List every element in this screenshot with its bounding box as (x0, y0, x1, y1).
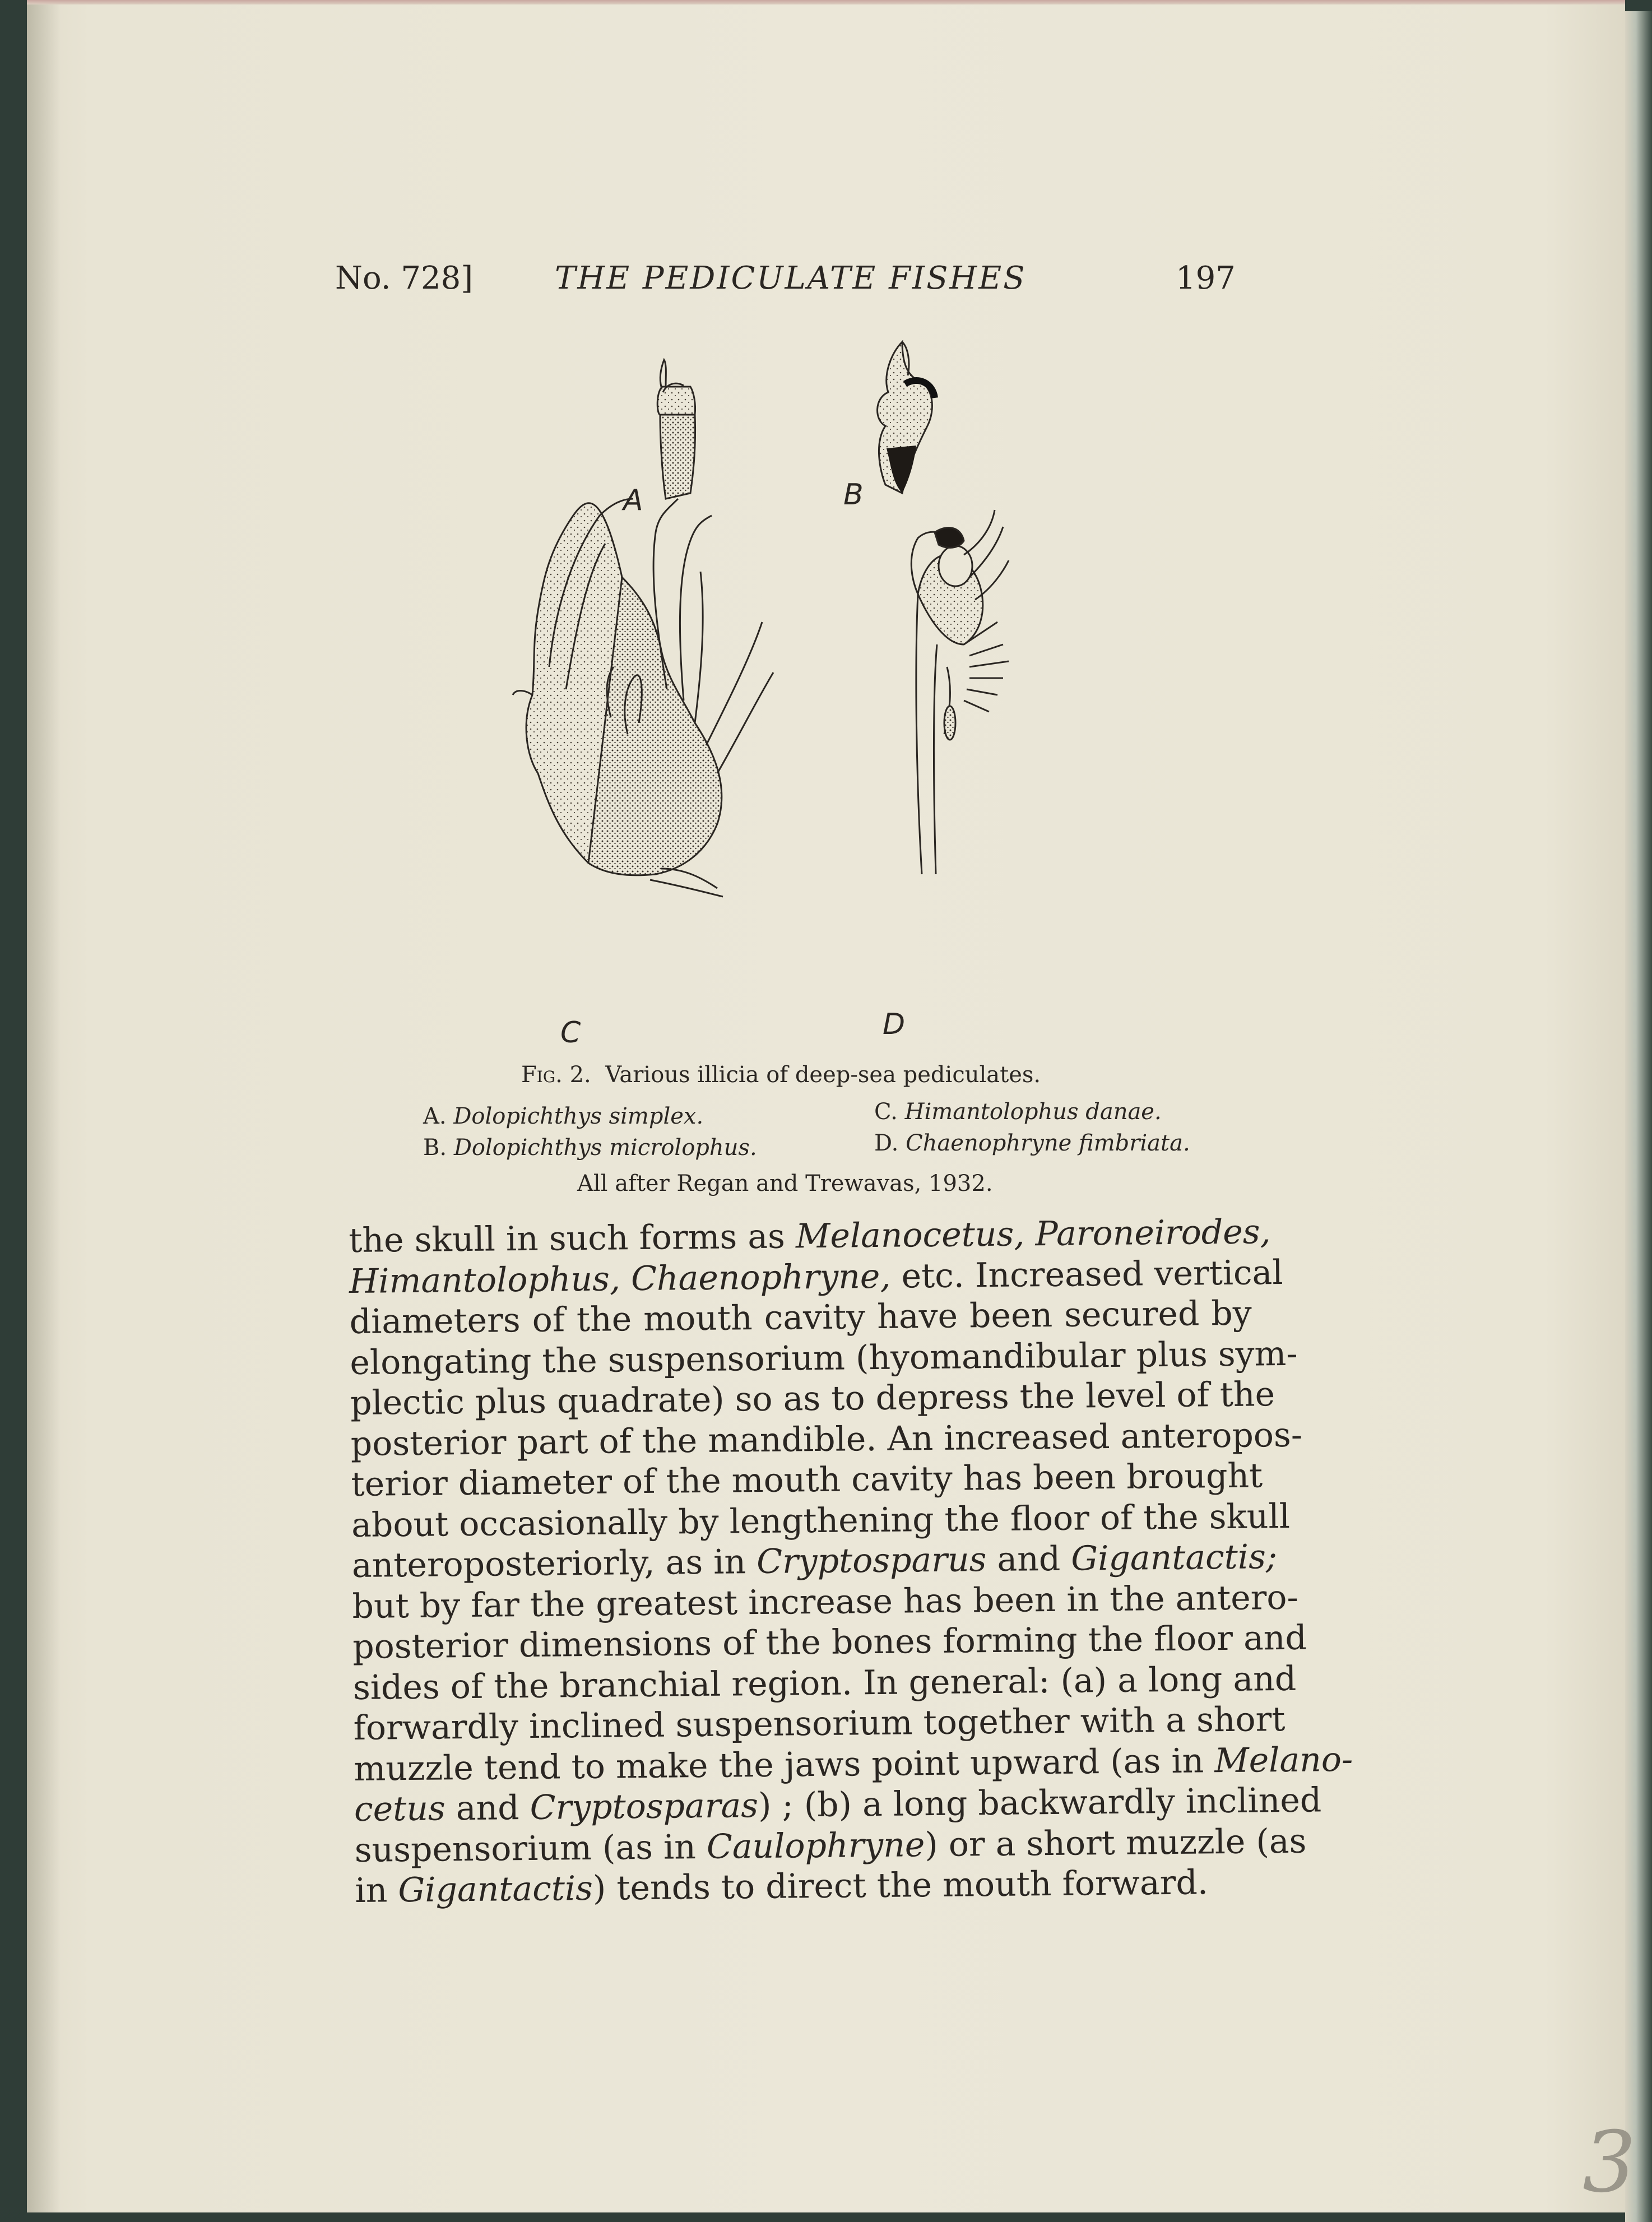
pencil-numeral: 3 (1583, 2114, 1636, 2211)
text-run: ) ; (b) a long backwardly inclined (758, 1780, 1322, 1826)
text-run: posterior part of the mandible. An increased anteropos- (350, 1415, 1303, 1464)
italic-term: Caulophryne (706, 1825, 925, 1867)
text-run: diameters of the mouth cavity have been secured by (349, 1293, 1252, 1342)
text-run: but by far the greatest increase has been in the antero- (352, 1578, 1299, 1626)
figure-label-c: C (560, 1016, 581, 1050)
figure-title: Various illicia of deep-sea pediculates. (605, 1062, 1041, 1088)
text-run: etc. Increased vertical (890, 1253, 1283, 1296)
illicium-c-drawing (513, 499, 773, 897)
text-run: in (355, 1871, 398, 1910)
figure-label-a: A (623, 484, 643, 517)
illicia-drawings (516, 331, 1042, 1059)
body-line (355, 1862, 1257, 1911)
italic-term: Gigantactis; (1070, 1537, 1278, 1579)
text-run: posterior dimensions of the bones forming the floor and (352, 1618, 1307, 1667)
text-run: and (445, 1788, 531, 1829)
illicium-d-drawing (911, 510, 1009, 874)
text-run: about occasionally by lengthening the floor of the skull (351, 1496, 1291, 1545)
caption-species: Dolopichthys simplex. (453, 1103, 704, 1129)
page-right-edge (1625, 11, 1652, 2222)
figure-caption-title (521, 1059, 1041, 1091)
caption-source: All after Regan and Trewavas, 1932. (577, 1171, 993, 1196)
illicium-a-drawing (657, 360, 695, 499)
italic-term: Cryptosparas (530, 1786, 759, 1827)
running-head-title: THE PEDICULATE FISHES (555, 260, 1027, 296)
caption-item-d (874, 1128, 1190, 1159)
text-run: and (986, 1539, 1071, 1580)
text-run: muzzle tend to make the jaws point upward (as in (354, 1741, 1215, 1789)
page-number: 197 (1176, 260, 1236, 296)
text-run: elongating the suspensorium (hyomandibular plus sym- (350, 1334, 1298, 1383)
body-paragraph (349, 1212, 1353, 1912)
text-run: ) tends to direct the mouth forward. (592, 1863, 1209, 1908)
italic-term: Himantolophus, Chaenophryne, (349, 1256, 891, 1301)
italic-term: Cryptosparus (756, 1540, 987, 1582)
figure-label-d: D (883, 1008, 906, 1041)
text-run: ) or a short muzzle (as (924, 1821, 1307, 1864)
caption-species: Chaenophryne fimbriata. (906, 1130, 1190, 1156)
text-run: forwardly inclined suspensorium together with a short (353, 1699, 1286, 1748)
caption-key: C. (874, 1099, 898, 1125)
italic-term: Gigantactis (398, 1868, 593, 1910)
caption-item-c (874, 1096, 1162, 1128)
italic-term: Melano- (1214, 1739, 1353, 1780)
text-run: anteroposteriorly, as in (351, 1542, 757, 1585)
figure-label-b: B (843, 478, 864, 512)
text-run: terior diameter of the mouth cavity has been brought (351, 1456, 1263, 1504)
running-head-issue: No. 728] (335, 260, 474, 296)
italic-term: Melanocetus, Paroneirodes, (795, 1212, 1271, 1256)
page-gutter-shadow (27, 4, 61, 2212)
italic-term: cetus (354, 1789, 446, 1829)
caption-key: A. (423, 1103, 447, 1129)
text-run: sides of the branchial region. In general: (a) a long and (352, 1659, 1297, 1708)
pencil-mark (1580, 2113, 1636, 2211)
caption-item-a (423, 1101, 703, 1132)
caption-item-b (423, 1132, 757, 1163)
text-run: the skull in such forms as (349, 1217, 796, 1260)
text-run: suspensorium (as in (354, 1827, 707, 1870)
caption-species: Himantolophus danae. (904, 1099, 1162, 1125)
text-run: plectic plus quadrate) so as to depress the level of the (350, 1375, 1275, 1423)
figure-illicia (516, 331, 1042, 1059)
caption-key: D. (874, 1130, 899, 1156)
caption-key: B. (423, 1135, 447, 1161)
figure-number: Fig. 2. (521, 1062, 591, 1088)
caption-species: Dolopichthys microlophus. (453, 1135, 757, 1161)
illicium-b-drawing (878, 342, 935, 493)
